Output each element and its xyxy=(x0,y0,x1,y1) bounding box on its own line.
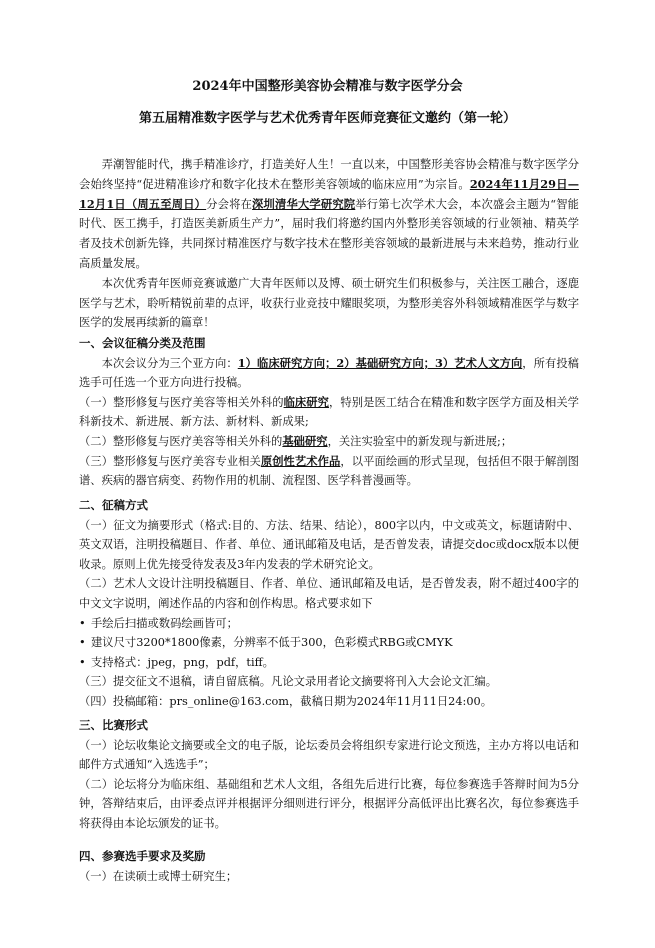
item-3-text-b: ，以平面绘画的形式呈现，包括但不限于解剖图谱、疾病的器官病变、药物作用的机制、流程图、医学科普漫画等。 xyxy=(79,454,579,488)
conference-date: 2024年11月29日—12月1日（周五至周日） xyxy=(79,176,579,211)
section-2-paragraph-3: （三）提交征文不退稿，请自留底稿。凡论文录用者论文摘要将刊入大会论文汇编。 xyxy=(79,675,497,689)
section-1-text-b: ，所有投稿选手可任选一个亚方向进行投稿。 xyxy=(79,356,579,390)
section-2-heading: 二、征稿方式 xyxy=(79,498,148,512)
section-1-item-3 xyxy=(79,452,579,491)
intro-section xyxy=(79,155,579,333)
section-4-paragraph-1: （一）在读硕士或博士研究生； xyxy=(79,869,238,883)
section-2-paragraph-2: （二）艺术人文设计注明投稿题目、作者、单位、通讯邮箱及电话，是否曾发表，附不超过400字的中文文字说明，阐述作品的内容和创作构思。格式要求如下 xyxy=(79,577,579,610)
item-2-text-a: （二）整形修复与医疗美容等相关外科的 xyxy=(79,434,283,448)
format-bullet-3: • 支持格式：jpeg，png，pdf，tiff。 xyxy=(79,653,579,673)
section-4-heading: 四、参赛选手要求及奖励 xyxy=(79,849,206,863)
basic-research-keyword: 基础研究 xyxy=(282,433,328,448)
section-3-heading: 三、比赛形式 xyxy=(79,718,148,732)
section-1-paragraph xyxy=(79,354,579,393)
intro-text-c: 举行第七次学术大会，本次盛会主题为“智能时代、医工携手，打造医美新质生产力”，届时我们将邀约国内外整形美容领域的行业领袖、精英学者及技术创新先锋，共同探讨精准医疗与数字技术在整形美容领域的最新进展与未来趋势，推动行业高质量发展。 xyxy=(79,197,579,270)
section-1-text-a: 本次会议分为三个亚方向： xyxy=(101,356,238,370)
section-3-paragraph-1: （一）论坛收集论文摘要或全文的电子版，论坛委员会将组织专家进行论文预选，主办方将以电话和邮件方式通知“入选选手”； xyxy=(79,738,579,772)
item-1-text-a: （一）整形修复与医疗美容等相关外科的 xyxy=(79,395,284,409)
section-2-paragraph-1: （一）征文为摘要形式（格式:目的、方法、结果、结论），800字以内，中文或英文，标题请附中、英文双语，注明投稿题目、作者、单位、通讯邮箱及电话，是否曾发表，请提交doc或docx版本以便收录。原则上优先接受待发表及3年内发表的学术研究论文。 xyxy=(79,518,579,571)
document-title-line1: 2024年中国整形美容协会精准与数字医学分会 xyxy=(192,79,463,94)
intro-text-b: 分会将在 xyxy=(206,197,253,211)
intro-paragraph-2: 本次优秀青年医师竞赛诚邀广大青年医师以及博、硕士研究生们积极参与，关注医工融合，逐鹿医学与艺术，聆听精锐前辈的点评，收获行业竞技中耀眼奖项，为整形美容外科领域精准医学与数字医学的发展再续新的篇章！ xyxy=(79,276,579,330)
section-3 xyxy=(79,716,579,834)
section-1-item-1 xyxy=(79,393,579,432)
item-1-text-b: ，特别是医工结合在精准和数字医学方面及相关学科新技术、新进展、新方法、新材料、新成果; xyxy=(79,395,579,429)
section-4 xyxy=(79,847,579,886)
item-3-text-a: （三）整形修复与医疗美容专业相关 xyxy=(79,454,261,468)
format-bullet-2: • 建议尺寸3200*1800像素，分辨率不低于300，色彩模式RBG或CMYK xyxy=(79,633,579,653)
research-directions: 1）临床研究方向；2）基础研究方向；3）艺术人文方向 xyxy=(237,355,523,370)
art-works-keyword: 原创性艺术作品 xyxy=(260,453,341,468)
section-2 xyxy=(79,496,579,712)
format-bullet-1: • 手绘后扫描或数码绘画皆可； xyxy=(79,614,579,634)
section-3-paragraph-2: （二）论坛将分为临床组、基础组和艺术人文组，各组先后进行比赛，每位参赛选手答辩时间为5分钟，答辩结束后，由评委点评并根据评分细则进行评分，根据评分高低评出比赛名次，每位参赛选手将获得由本论坛颁发的证书。 xyxy=(79,777,579,830)
conference-venue: 深圳清华大学研究院 xyxy=(252,196,356,211)
item-2-text-b: ，关注实验室中的新发现与新进展;； xyxy=(327,434,513,448)
document-title-line2: 第五届精准数字医学与艺术优秀青年医师竞赛征文邀约（第一轮） xyxy=(138,111,516,126)
section-1-item-2 xyxy=(79,432,579,452)
intro-text-a: 弄潮智能时代，携手精准诊疗，打造美好人生！一直以来，中国整形美容协会精准与数字医学分会始终坚持“促进精准诊疗和数字化技术在整形美容领域的临床应用”为宗旨。 xyxy=(79,158,579,191)
section-2-paragraph-4: （四）投稿邮箱：prs_online@163.com，截稿日期为2024年11月11日24:00。 xyxy=(79,694,493,708)
section-1-heading: 一、会议征稿分类及范围 xyxy=(79,336,206,350)
section-1 xyxy=(79,334,579,491)
intro-paragraph-1 xyxy=(79,155,579,274)
clinical-research-keyword: 临床研究 xyxy=(283,394,330,409)
